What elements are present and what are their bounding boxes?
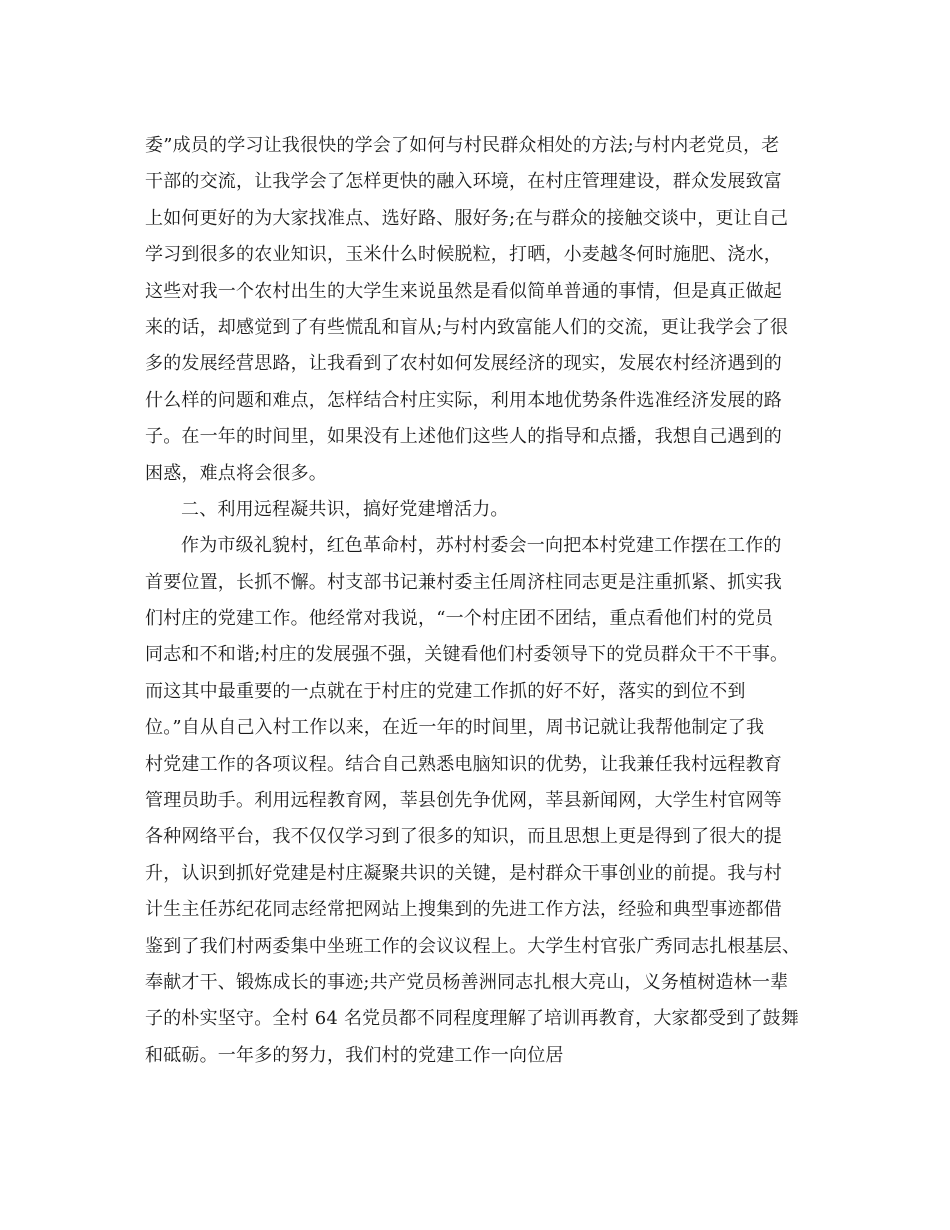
text-line: 什么样的问题和难点，怎样结合村庄实际，利用本地优势条件选准经济发展的路 bbox=[145, 389, 782, 411]
text-line: 这些对我一个农村出生的大学生来说虽然是看似简单普通的事情，但是真正做起 bbox=[145, 280, 782, 302]
text-line: 各种网络平台，我不仅仅学习到了很多的知识，而且思想上更是得到了很大的提 bbox=[145, 826, 782, 848]
text-line: 多的发展经营思路，让我看到了农村如何发展经济的现实，发展农村经济遇到的 bbox=[145, 353, 782, 375]
text-line: 村党建工作的各项议程。结合自己熟悉电脑知识的优势，让我兼任我村远程教育 bbox=[145, 753, 782, 775]
text-line: 奉献才干、锻炼成长的事迹;共产党员杨善洲同志扎根大亮山，义务植树造林一辈 bbox=[145, 971, 789, 993]
text-line: 来的话，却感觉到了有些慌乱和盲从;与村内致富能人们的交流，更让我学会了很 bbox=[145, 316, 789, 338]
text-line: 计生主任苏纪花同志经常把网站上搜集到的先进工作方法，经验和典型事迹都借 bbox=[145, 899, 782, 921]
text-line: 管理员助手。利用远程教育网，莘县创先争优网，莘县新闻网，大学生村官网等 bbox=[145, 790, 782, 812]
text-line: 同志和不和谐;村庄的发展强不强，关键看他们村委领导下的党员群众干不干事。 bbox=[145, 644, 789, 666]
text-line: 二、利用远程凝共识，搞好党建增活力。 bbox=[181, 498, 509, 520]
text-line: 而这其中最重要的一点就在于村庄的党建工作抓的好不好，落实的到位不到 bbox=[145, 680, 746, 702]
text-line: 委”成员的学习让我很快的学会了如何与村民群众相处的方法;与村内老党员，老 bbox=[145, 135, 780, 156]
text-line: 干部的交流，让我学会了怎样更快的融入环境，在村庄管理建设，群众发展致富 bbox=[145, 171, 782, 193]
text-line: 上如何更好的为大家找准点、选好路、服好务;在与群众的接触交谈中，更让自己 bbox=[145, 207, 789, 229]
text-line: 子的朴实坚守。全村 64 名党员都不同程度理解了培训再教育，大家都受到了鼓舞 bbox=[145, 1008, 799, 1030]
text-line: 子。在一年的时间里，如果没有上述他们这些人的指导和点播，我想自己遇到的 bbox=[145, 426, 782, 448]
text-line: 困惑，难点将会很多。 bbox=[145, 462, 327, 484]
text-line: 学习到很多的农业知识，玉米什么时候脱粒，打晒，小麦越冬何时施肥、浇水， bbox=[145, 244, 782, 266]
text-line: 和砥砺。一年多的努力，我们村的党建工作一向位居 bbox=[145, 1044, 564, 1066]
document-body bbox=[145, 128, 805, 1074]
text-line: 鉴到了我们村两委集中坐班工作的会议议程上。大学生村官张广秀同志扎根基层、 bbox=[145, 935, 801, 957]
text-line: 升，认识到抓好党建是村庄凝聚共识的关键，是村群众干事创业的前提。我与村 bbox=[145, 862, 782, 884]
text-line: 作为市级礼貌村，红色革命村，苏村村委会一向把本村党建工作摆在工作的 bbox=[181, 535, 782, 557]
text-line: 们村庄的党建工作。他经常对我说，“一个村庄团不团结，重点看他们村的党员 bbox=[145, 608, 774, 630]
text-line: 首要位置，长抓不懈。村支部书记兼村委主任周济柱同志更是注重抓紧、抓实我 bbox=[145, 571, 782, 593]
text-line: 位。”自从自己入村工作以来，在近一年的时间里，周书记就让我帮他制定了我 bbox=[145, 717, 765, 739]
